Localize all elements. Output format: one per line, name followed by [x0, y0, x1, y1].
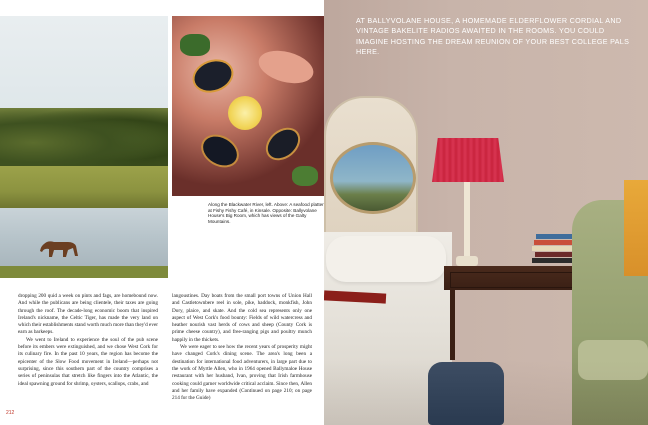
body-paragraph: We went to Ireland to experience the soul of the pub scene before its embers were extinguished, and we chose West Cork for its culinary fire. In the past 10 years, the region has become the epicenter of the Slow Food movement in Ireland—perhaps not surprising, since this southern part of the country comprises a series of peninsulas that stretch like fingers into the Atlantic, the ideal spawning ground for shrimp, oysters, scallops, crabs, and	[18, 336, 158, 387]
body-column-2	[172, 293, 312, 402]
river-water	[0, 208, 168, 266]
headboard-painting	[330, 142, 416, 214]
greens	[292, 166, 318, 186]
trees	[0, 108, 168, 166]
lamp-shade	[432, 138, 504, 182]
lamp-stem	[464, 182, 470, 262]
photo-caption: Along the Blackwater River, left. Above: A seafood platter at Fishy Fishy Café, in Kinsale. Opposite: Ballyvolane House's Big Room, which has views of the Galty Mountains.	[208, 202, 324, 224]
river-bank	[0, 266, 168, 278]
nightstand-leg	[450, 290, 455, 360]
seafood-platter-photo	[172, 16, 324, 196]
photo-headline: AT BALLYVOLANE HOUSE, A HOMEMADE ELDERFLOWER CORDIAL AND VINTAGE BAKELITE RADIOS AWAITED IN THE ROOMS. YOU COULD IMAGINE HOSTING THE DREAM REUNION OF YOUR BEST COLLEGE PALS HERE.	[356, 16, 630, 57]
pillow	[326, 236, 446, 282]
lamp-base	[456, 256, 478, 266]
horse-image	[38, 236, 82, 258]
body-paragraph: We were eager to see how the recent years of prosperity might have changed Cork's dining scene. The area's long been a destination for international food adventurers, in large part due to the work of Myrtle Allen, who in 1964 opened Ballymaloe House restaurant with her husband, Ivan, proving that Irish farmhouse cooking could garner worldwide critical acclaim. Since then, Allen and her family have expanded (Continued on page 210; on page 214 for the Guide)	[172, 344, 312, 402]
mussel	[195, 128, 245, 174]
nightstand-drawer	[450, 272, 590, 288]
body-paragraph: dropping 200 quid a week on pints and fags, are homebound now. And while the publicans are being clientele, their taxes are going through the roof. The decade-long economic boom that inspired Ireland's nickname, the Celtic Tiger, has made the very land on which their establishments stand worth much more than they'd ever earn as barkeeps.	[18, 293, 158, 336]
greens	[180, 34, 210, 56]
yellow-throw	[624, 180, 648, 276]
sky	[0, 16, 168, 108]
shrimp	[255, 45, 317, 88]
right-page-bedroom-photo	[324, 0, 648, 425]
body-column-1	[18, 293, 158, 388]
page-number: 212	[6, 410, 15, 416]
river-landscape-photo	[0, 16, 168, 278]
lemon-slice	[228, 96, 262, 130]
mussel	[259, 121, 306, 167]
navy-bag	[428, 362, 504, 425]
mussel	[188, 54, 238, 98]
body-paragraph: langoustines. Day boats from the small port towns of Union Hall and Castletownbere reel in sole, pike, haddock, monkfish, John Dory, plaice, and skate. And the cold sea represents only one aspect of West Cork's food bounty: Fields of wild watercress and heather nourish vast herds of cows and sheep (County Cork is prime cheese country), and free-ranging pigs and poultry munch happily in the thickets.	[172, 293, 312, 343]
field	[0, 166, 168, 208]
